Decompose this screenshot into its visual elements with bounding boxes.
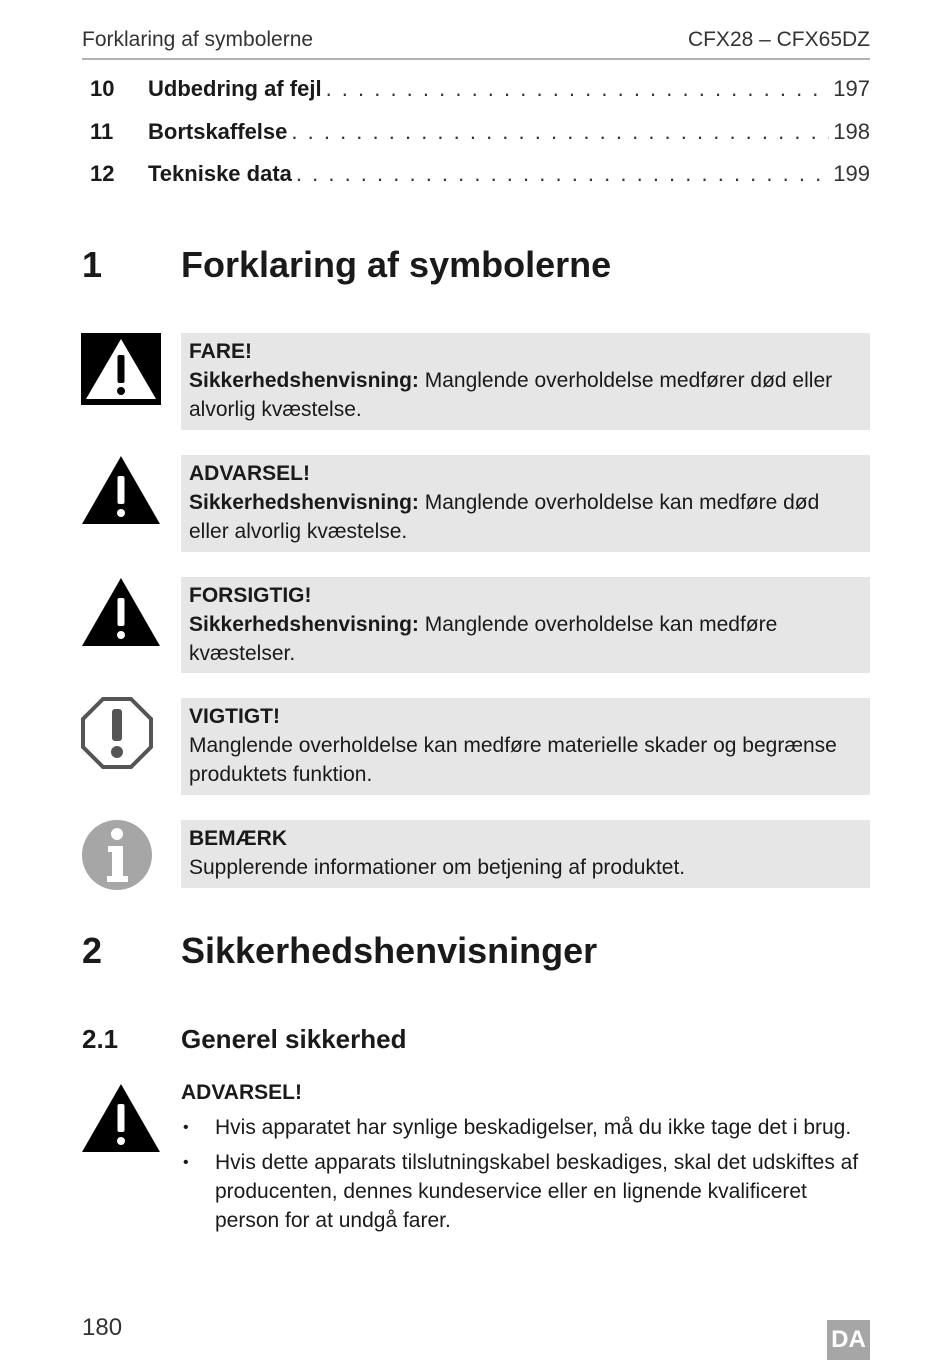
notice-text: Manglende overholdelse medfører død eller alvorlig kvæstelse. [189,369,833,421]
signal-word: FORSIGTIG! [189,584,312,607]
toc-entry[interactable] [82,76,870,119]
notice-box-danger [181,333,870,430]
warning-list [181,1113,870,1235]
section-heading [82,930,597,972]
toc-title: Tekniske data [148,161,292,186]
notice-text: Manglende overholdelse kan medføre materielle skader og begrænse produktets funktion. [189,734,837,786]
notice-text: Supplerende informationer om betjening af produktet. [189,856,686,879]
toc-entry[interactable] [82,161,870,204]
section-title: Sikkerhedshenvisninger [181,930,598,971]
toc-number: 11 [90,118,114,144]
important-octagon-icon [81,697,161,769]
notice-box-important [181,698,870,795]
notice-lead: Sikkerhedshenvisning: [189,491,419,514]
notice-text: Manglende overholdelse kan medføre død eller alvorlig kvæstelse. [189,491,820,543]
toc-title: Bortskaffelse [148,118,288,144]
subsection-title: Generel sikkerhed [181,1024,407,1054]
toc-leader [291,119,829,145]
table-of-contents [82,76,870,204]
toc-title: Udbedring af fejl [148,76,322,101]
notice-box-warning [181,455,870,552]
signal-word: ADVARSEL! [189,462,310,485]
warning-triangle-icon [81,1082,161,1154]
page-number: 180 [82,1314,123,1341]
toc-number: 10 [90,76,115,101]
warning-triangle-icon [81,454,161,526]
signal-word: FARE! [189,340,252,363]
caution-triangle-icon [81,576,161,648]
toc-entry[interactable] [82,119,870,162]
list-item: • Hvis apparatet har synlige beskadigelser, må du ikke tage det i brug. [181,1113,870,1142]
info-icon [81,819,161,891]
toc-page: 199 [833,161,870,186]
section-number: 2 [82,930,103,971]
toc-page: 197 [833,76,870,101]
subsection-heading [82,1024,406,1055]
language-badge: DA [827,1320,870,1360]
list-item: • Hvis dette apparats tilslutningskabel beskadiges, skal det udskiftes af producenten, dennes kundeservice eller en lignende kvalificeret person for at undgå farer. [181,1148,870,1235]
section-heading [82,244,611,286]
signal-word: ADVARSEL! [181,1081,302,1104]
toc-page: 198 [833,118,870,144]
notice-box-note [181,820,870,888]
notice-text: Manglende overholdelse kan medføre kvæstelser. [189,613,778,665]
subsection-number: 2.1 [82,1024,119,1054]
header-models: CFX28 – CFX65DZ [687,28,870,51]
danger-warning-icon [81,333,161,405]
signal-word: VIGTIGT! [189,705,280,728]
notice-lead: Sikkerhedshenvisning: [189,369,419,392]
toc-number: 12 [90,161,115,186]
toc-leader [326,76,830,102]
general-warning [181,1078,870,1241]
header-section-title: Forklaring af symbolerne [82,28,314,51]
notice-lead: Sikkerhedshenvisning: [189,613,419,636]
notice-box-caution [181,577,870,673]
toc-leader [296,161,829,187]
section-number: 1 [82,244,103,285]
signal-word: BEMÆRK [189,827,287,850]
page-header [82,28,870,60]
section-title: Forklaring af symbolerne [181,244,612,285]
